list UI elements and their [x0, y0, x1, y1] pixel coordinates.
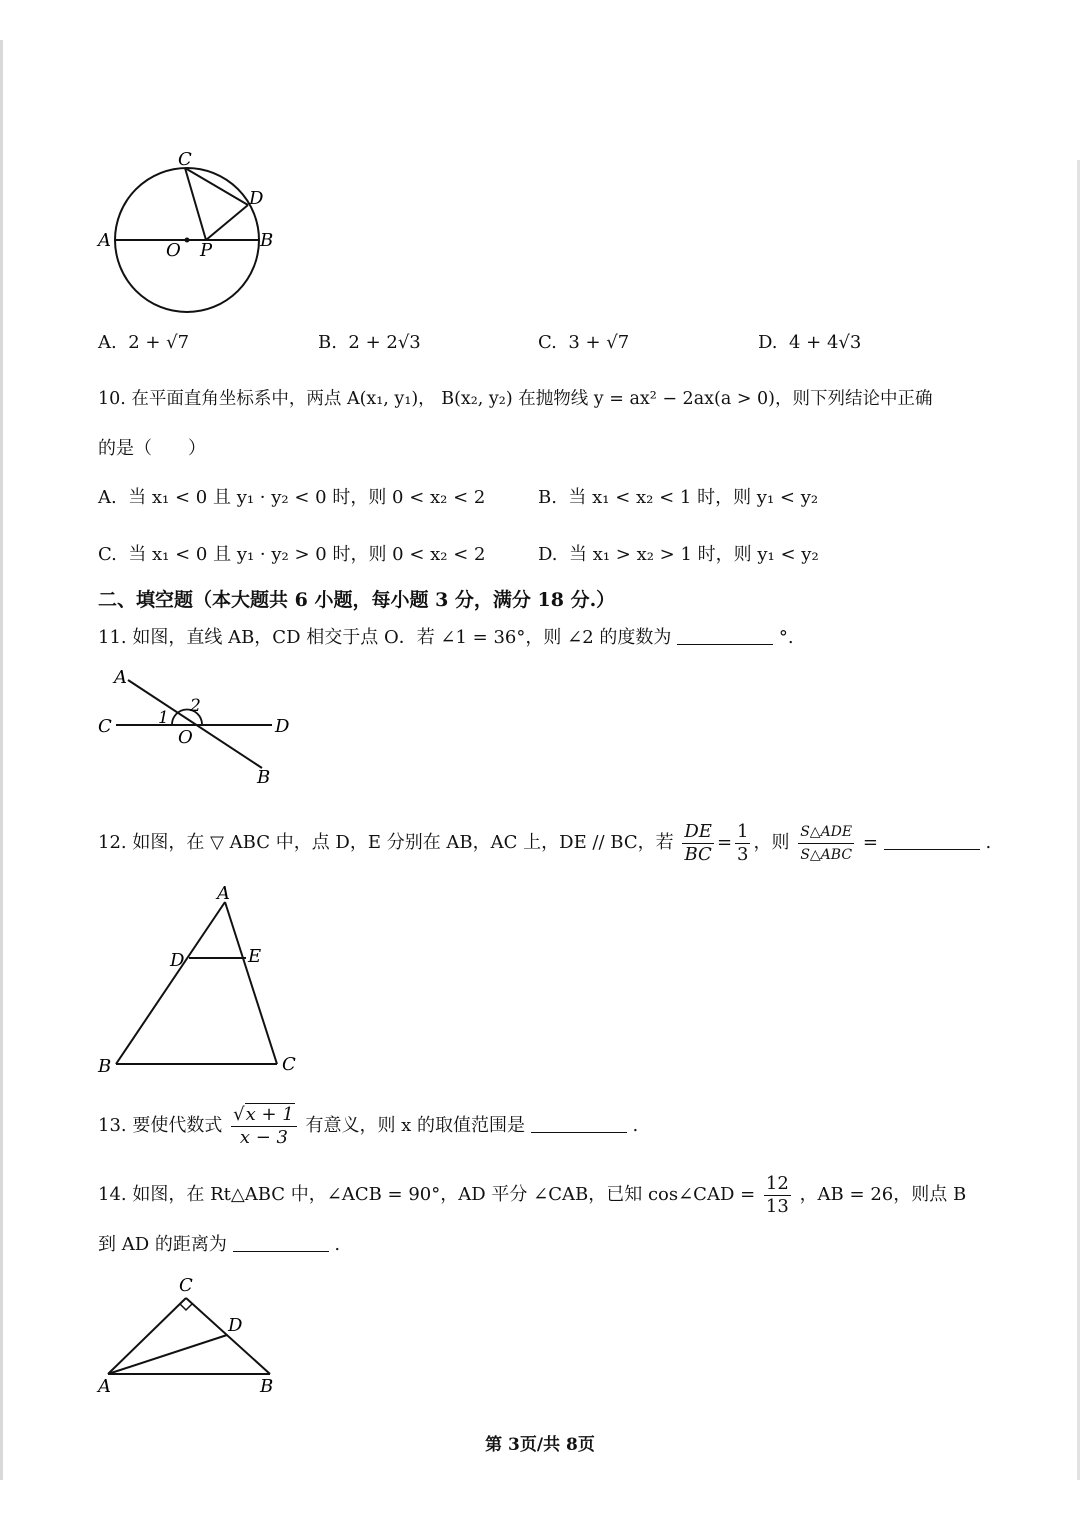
q13-text: 有意义，则 x 的取值范围是: [305, 1115, 526, 1136]
circle-figure: [90, 145, 290, 320]
tri14-label-a: A: [98, 1376, 111, 1397]
q10-option-d-text: 当 x₁ > x₂ > 1 时，则 y₁ < y₂: [568, 544, 819, 565]
q11-stem: [98, 625, 794, 651]
q13-denominator: x − 3: [239, 1126, 288, 1148]
triangle-figure-q14: [92, 1270, 292, 1400]
q10-option-d: [538, 542, 819, 568]
q9-option-d: [758, 330, 861, 356]
side-ac: [225, 902, 277, 1064]
q14-denominator: 13: [765, 1195, 789, 1217]
page-footer: 第 3页/共 8页: [485, 1435, 595, 1455]
q12-frac3-den: S△ABC: [800, 846, 853, 863]
tri12-label-a: A: [217, 883, 230, 904]
segment-ad: [108, 1335, 227, 1374]
q10-option-b-letter: B.: [538, 487, 557, 508]
q14-numerator: 12: [765, 1172, 789, 1194]
q12-then: ，则: [753, 832, 790, 853]
side-ca: [108, 1298, 186, 1374]
q13-numerator-text: x + 1: [245, 1103, 294, 1125]
q9-option-d-letter: D.: [758, 332, 778, 353]
circle-label-a: A: [98, 230, 111, 251]
q10-option-a-text: 当 x₁ < 0 且 y₁ · y₂ < 0 时，则 0 < x₂ < 2: [128, 487, 486, 508]
q14-rest: ，AB = 26，则点 B: [799, 1184, 967, 1205]
q10-option-b: [538, 485, 818, 511]
q9-option-c-letter: C.: [538, 332, 557, 353]
q10-stem-line2: 的是（ ）: [98, 438, 206, 459]
q12-fraction-one-third: [735, 821, 750, 866]
q12-answer-blank[interactable]: [884, 831, 980, 850]
angle-label-o: O: [178, 727, 193, 748]
q13-answer-blank[interactable]: [531, 1114, 627, 1133]
q9-option-b: [318, 330, 421, 356]
tri12-label-d: D: [170, 950, 185, 971]
q14-stem-line1: [98, 1169, 966, 1221]
circle-label-o: O: [166, 240, 181, 261]
q12-eq: =: [716, 832, 733, 853]
triangle-figure-q12: [92, 882, 317, 1077]
q13-fraction: [231, 1104, 297, 1149]
q11-answer-blank[interactable]: [677, 626, 773, 645]
q10-option-d-letter: D.: [538, 544, 558, 565]
circle-label-b: B: [260, 230, 274, 251]
q12-text: 12. 如图，在 ▽ ABC 中，点 D，E 分别在 AB，AC 上，DE // BC，若: [98, 832, 674, 853]
q14-fraction: [764, 1173, 791, 1218]
q10-option-c-text: 当 x₁ < 0 且 y₁ · y₂ > 0 时，则 0 < x₂ < 2: [128, 544, 486, 565]
q12-frac2-den: 3: [737, 843, 749, 865]
angle-figure: [92, 665, 302, 790]
center-dot: [185, 238, 190, 243]
q10-option-a: [98, 485, 485, 511]
q9-option-b-letter: B.: [318, 332, 337, 353]
side-cb: [186, 1298, 270, 1374]
q12-frac1-num: DE: [684, 820, 712, 842]
q9-option-a: [98, 330, 189, 356]
tri14-label-b: B: [260, 1376, 274, 1397]
angle-label-c: C: [98, 716, 112, 737]
tri12-label-b: B: [98, 1056, 112, 1077]
q10-option-a-letter: A.: [98, 487, 117, 508]
q14-suffix: .: [334, 1234, 341, 1255]
angle-label-a: A: [114, 667, 127, 688]
angle-label-1: 1: [158, 708, 169, 728]
q11-suffix: °.: [778, 627, 794, 648]
angle-label-b: B: [257, 767, 271, 788]
page-edge-left: [0, 40, 3, 1480]
q9-option-b-value: 2 + 2√3: [348, 332, 421, 353]
q13-numerator: √x + 1: [231, 1104, 297, 1127]
segment-pd: [206, 205, 248, 240]
q9-option-a-value: 2 + √7: [128, 332, 190, 353]
tri12-label-e: E: [248, 946, 262, 967]
side-ab: [116, 902, 225, 1064]
tri12-label-c: C: [282, 1054, 296, 1075]
section2-heading: 二、填空题（本大题共 6 小题，每小题 3 分，满分 18 分.）: [98, 589, 616, 611]
circle-label-d: D: [249, 188, 264, 209]
q13-prefix: 13. 要使代数式: [98, 1115, 223, 1136]
tri14-label-d: D: [228, 1315, 243, 1336]
q9-option-d-value: 4 + 4√3: [788, 332, 862, 353]
q12-stem: [98, 817, 991, 869]
q9-option-c: [538, 330, 629, 356]
q14-prefix: 14. 如图，在 Rt△ABC 中，∠ACB = 90°，AD 平分 ∠CAB，已知 cos∠CAD =: [98, 1184, 756, 1205]
q10-option-c-letter: C.: [98, 544, 117, 565]
q10-option-c: [98, 542, 486, 568]
angle-label-2: 2: [190, 696, 201, 716]
q12-frac1-den: BC: [684, 843, 712, 865]
q10-option-b-text: 当 x₁ < x₂ < 1 时，则 y₁ < y₂: [568, 487, 819, 508]
q12-fraction-de-bc: [682, 821, 714, 866]
circle-label-c: C: [178, 149, 192, 170]
q9-option-a-letter: A.: [98, 332, 117, 353]
q11-text: 11. 如图，直线 AB，CD 相交于点 O．若 ∠1 = 36°，则 ∠2 的度数为: [98, 627, 672, 648]
right-angle-mark: [180, 1304, 192, 1310]
q13-stem: [98, 1100, 638, 1152]
angle-label-d: D: [275, 716, 290, 737]
q14-answer-blank[interactable]: [233, 1233, 329, 1252]
q9-option-c-value: 3 + √7: [568, 332, 630, 353]
q12-suffix: .: [985, 832, 992, 853]
q12-frac2-num: 1: [737, 820, 749, 842]
q13-suffix: .: [632, 1115, 639, 1136]
q14-stem-line2: [98, 1232, 340, 1258]
q12-fraction-areas: [798, 821, 854, 866]
tri14-label-c: C: [179, 1275, 193, 1296]
q12-end: =: [862, 832, 878, 853]
q14-line2: 到 AD 的距离为: [98, 1234, 227, 1255]
circle-label-p: P: [200, 240, 213, 261]
q10-stem-line1: 10. 在平面直角坐标系中，两点 A(x₁, y₁)， B(x₂, y₂) 在抛物线 y = ax² − 2ax(a > 0)，则下列结论中正确: [98, 389, 933, 409]
q12-frac3-num: S△ADE: [798, 821, 854, 844]
